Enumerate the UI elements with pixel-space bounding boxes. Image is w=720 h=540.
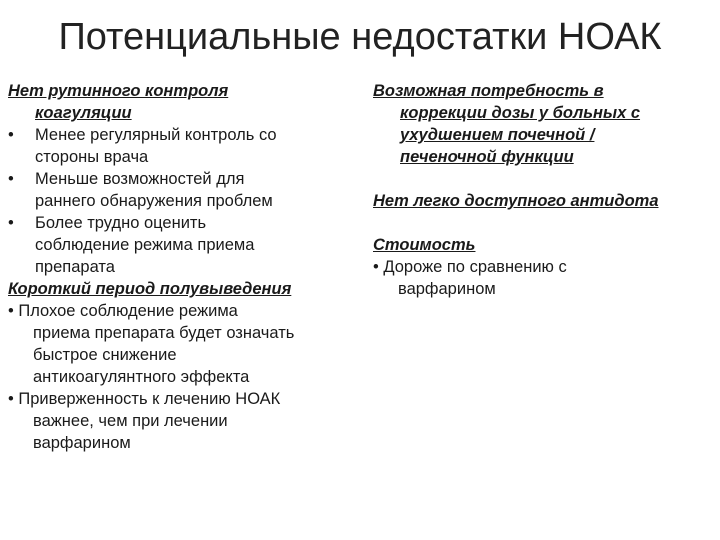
bullet-icon: •	[373, 258, 379, 276]
heading-line: коагуляции	[35, 104, 132, 122]
list-item	[8, 212, 360, 278]
heading-line: ухудшением почечной /	[400, 126, 595, 144]
heading-cost	[373, 234, 713, 256]
heading-line: Короткий период полувыведения	[8, 280, 292, 298]
list-item-line	[8, 388, 360, 410]
bullet-icon: •	[8, 170, 14, 188]
list-item-text: Плохое соблюдение режима	[18, 302, 238, 320]
heading-line: Нет рутинного контроля	[8, 82, 229, 100]
slide-title: Потенциальные недостатки НОАК	[58, 16, 662, 58]
list-item-text: Дороже по сравнению с	[383, 258, 567, 276]
heading-line: Стоимость	[373, 236, 476, 254]
heading-line: печеночной функции	[400, 148, 574, 166]
right-column	[373, 80, 713, 300]
list-item	[8, 388, 360, 454]
heading-no-routine-control	[8, 80, 360, 124]
list-item-line: раннего обнаружения проблем	[35, 192, 273, 210]
list-item-line: соблюдение режима приема	[35, 236, 255, 254]
heading-dose-adjustment	[373, 80, 713, 168]
list-item-line: варфарином	[398, 280, 496, 298]
bullet-icon: •	[8, 390, 14, 408]
list-item-line: стороны врача	[35, 148, 149, 166]
heading-short-half-life	[8, 278, 360, 300]
list-item	[8, 168, 360, 212]
heading-line: коррекции дозы у больных с	[400, 104, 641, 122]
heading-line: Возможная потребность в	[373, 82, 604, 100]
bullet-icon: •	[8, 302, 14, 320]
list-item-line: быстрое снижение	[33, 346, 177, 364]
list-item	[373, 256, 713, 300]
spacer	[373, 168, 713, 190]
left-column	[8, 80, 360, 454]
list-item-line: Менее регулярный контроль со	[35, 126, 277, 144]
heading-line: Нет легко доступного антидота	[373, 192, 659, 210]
heading-no-antidote	[373, 190, 713, 212]
list-item-text: Приверженность к лечению НОАК	[18, 390, 281, 408]
list-item	[8, 300, 360, 388]
list-item-line: важнее, чем при лечении	[33, 412, 228, 430]
list-item-line: Более трудно оценить	[35, 214, 207, 232]
list-item-line: приема препарата будет означать	[33, 324, 295, 342]
list-item-line: варфарином	[33, 434, 131, 452]
bullet-icon: •	[8, 214, 14, 232]
list-item-line: антикоагулянтного эффекта	[33, 368, 250, 386]
bullet-icon: •	[8, 126, 14, 144]
list-item-line	[8, 300, 360, 322]
spacer	[373, 212, 713, 234]
list-item-line: препарата	[35, 258, 115, 276]
list-item	[8, 124, 360, 168]
list-item-line: Меньше возможностей для	[35, 170, 245, 188]
list-item-line	[373, 256, 713, 278]
